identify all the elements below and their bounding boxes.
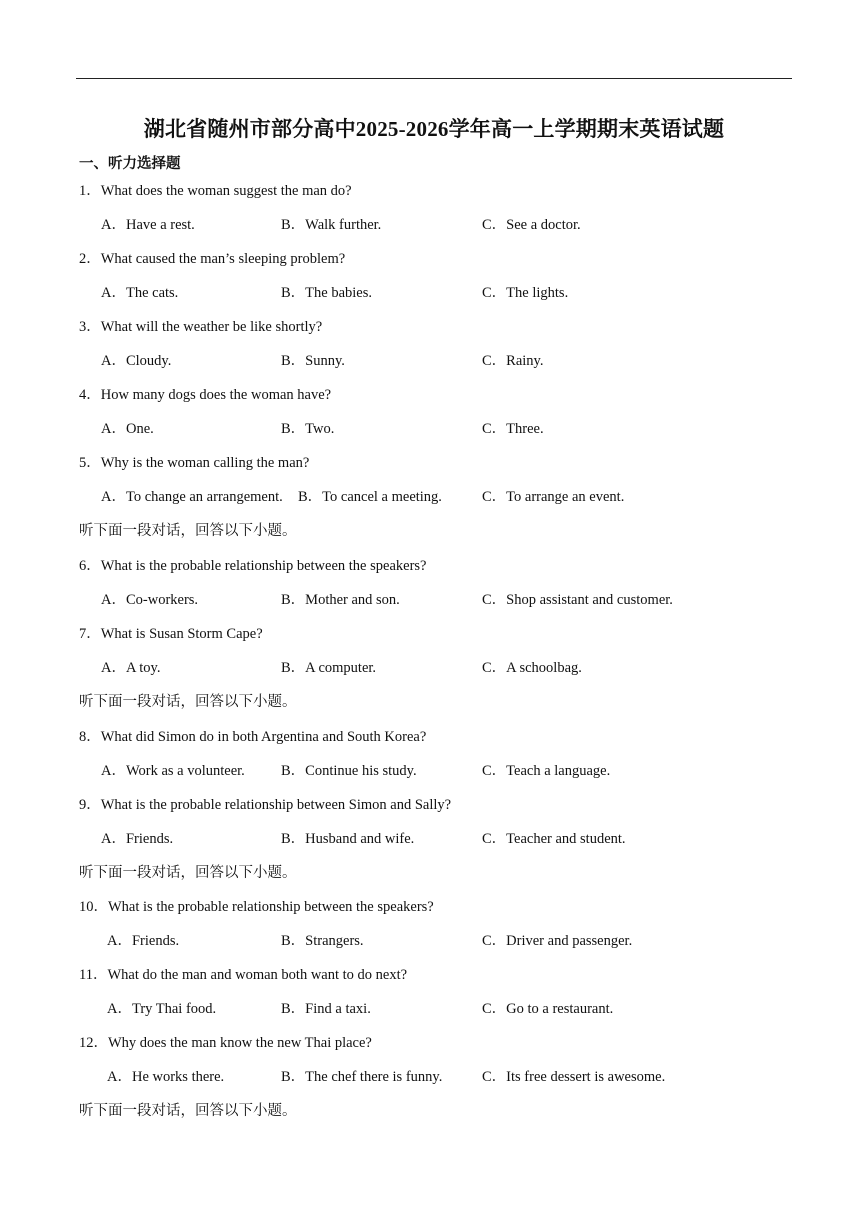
question-11: 11．What do the man and woman both want to do next?	[79, 967, 408, 983]
q10-option-a[interactable]: A．Friends.	[107, 933, 180, 949]
q8-option-a[interactable]: A．Work as a volunteer.	[101, 763, 245, 779]
instruction-text: 听下面一段对话，回答以下小题。	[79, 1103, 297, 1119]
q2-option-c[interactable]: C．The lights.	[482, 285, 569, 301]
instruction-text: 听下面一段对话，回答以下小题。	[79, 523, 297, 539]
question-3: 3．What will the weather be like shortly?	[79, 319, 323, 335]
question-4: 4．How many dogs does the woman have?	[79, 387, 332, 403]
question-1: 1．What does the woman suggest the man do?	[79, 183, 352, 199]
q7-option-c[interactable]: C．A schoolbag.	[482, 660, 582, 676]
header-rule	[76, 78, 792, 79]
q10-option-c[interactable]: C．Driver and passenger.	[482, 933, 633, 949]
q7-option-a[interactable]: A．A toy.	[101, 660, 161, 676]
question-10: 10．What is the probable relationship between the speakers?	[79, 899, 434, 915]
q4-option-b[interactable]: B．Two.	[281, 421, 335, 437]
question-7: 7．What is Susan Storm Cape?	[79, 626, 263, 642]
q3-option-a[interactable]: A．Cloudy.	[101, 353, 172, 369]
q11-option-c[interactable]: C．Go to a restaurant.	[482, 1001, 614, 1017]
question-5: 5．Why is the woman calling the man?	[79, 455, 310, 471]
q11-option-b[interactable]: B．Find a taxi.	[281, 1001, 371, 1017]
q1-option-c[interactable]: C．See a doctor.	[482, 217, 581, 233]
q6-option-a[interactable]: A．Co-workers.	[101, 592, 199, 608]
question-9: 9．What is the probable relationship between Simon and Sally?	[79, 797, 452, 813]
section-heading: 一、听力选择题	[79, 156, 181, 172]
q10-option-b[interactable]: B．Strangers.	[281, 933, 364, 949]
instruction-text: 听下面一段对话，回答以下小题。	[79, 865, 297, 881]
q12-option-a[interactable]: A．He works there.	[107, 1069, 225, 1085]
q9-option-a[interactable]: A．Friends.	[101, 831, 174, 847]
q6-option-b[interactable]: B．Mother and son.	[281, 592, 400, 608]
document-title: 湖北省随州市部分高中2025-2026学年高一上学期期末英语试题	[143, 117, 725, 141]
q3-option-b[interactable]: B．Sunny.	[281, 353, 345, 369]
question-12: 12．Why does the man know the new Thai place?	[79, 1035, 372, 1051]
q4-option-c[interactable]: C．Three.	[482, 421, 544, 437]
q12-option-c[interactable]: C．Its free dessert is awesome.	[482, 1069, 666, 1085]
q12-option-b[interactable]: B．The chef there is funny.	[281, 1069, 443, 1085]
q3-option-c[interactable]: C．Rainy.	[482, 353, 544, 369]
q2-option-a[interactable]: A．The cats.	[101, 285, 179, 301]
q7-option-b[interactable]: B．A computer.	[281, 660, 377, 676]
q4-option-a[interactable]: A．One.	[101, 421, 154, 437]
instruction-text: 听下面一段对话，回答以下小题。	[79, 694, 297, 710]
q6-option-c[interactable]: C．Shop assistant and customer.	[482, 592, 673, 608]
q1-option-a[interactable]: A．Have a rest.	[101, 217, 195, 233]
q1-option-b[interactable]: B．Walk further.	[281, 217, 382, 233]
q2-option-b[interactable]: B．The babies.	[281, 285, 373, 301]
q5-option-b[interactable]: B．To cancel a meeting.	[298, 489, 442, 505]
q9-option-b[interactable]: B．Husband and wife.	[281, 831, 415, 847]
question-2: 2．What caused the man’s sleeping problem?	[79, 251, 346, 267]
q5-option-a[interactable]: A．To change an arrangement.	[101, 489, 283, 505]
question-8: 8．What did Simon do in both Argentina and South Korea?	[79, 729, 427, 745]
q8-option-b[interactable]: B．Continue his study.	[281, 763, 417, 779]
q8-option-c[interactable]: C．Teach a language.	[482, 763, 611, 779]
q5-option-c[interactable]: C．To arrange an event.	[482, 489, 625, 505]
question-6: 6．What is the probable relationship between the speakers?	[79, 558, 427, 574]
q9-option-c[interactable]: C．Teacher and student.	[482, 831, 626, 847]
q11-option-a[interactable]: A．Try Thai food.	[107, 1001, 217, 1017]
